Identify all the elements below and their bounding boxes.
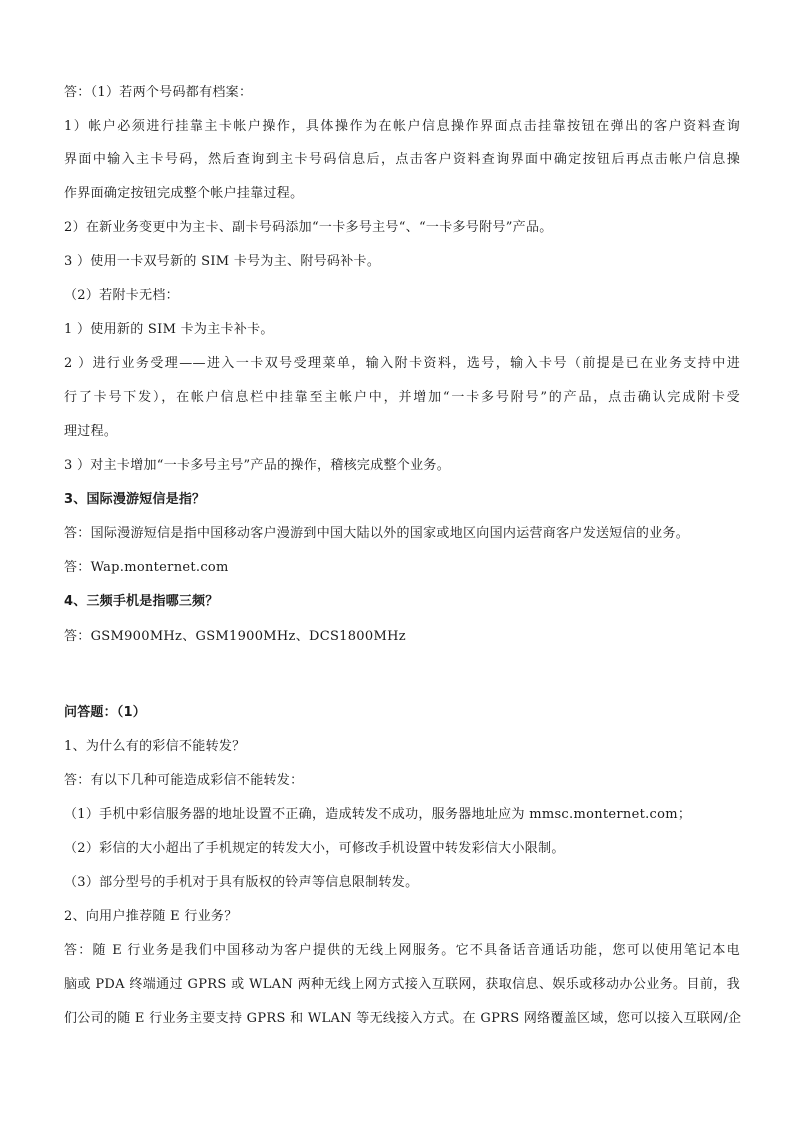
question-line: 1、为什么有的彩信不能转发？ bbox=[64, 739, 246, 754]
answer-line: （3）部分型号的手机对于具有版权的铃声等信息限制转发。 bbox=[64, 875, 419, 890]
paragraph-line: 行了卡号下发），在帐户信息栏中挂靠至主帐户中，并增加“一卡多号附号”的产品，点击确认完成附卡受 bbox=[64, 390, 740, 405]
paragraph-line: 作界面确定按钮完成整个帐户挂靠过程。 bbox=[64, 186, 304, 201]
answer-line: 们公司的随 E 行业务主要支持 GPRS 和 WLAN 等无线接入方式。在 GPRS 网络覆盖区域，您可以接入互联网/企 bbox=[64, 1011, 742, 1026]
question-heading: 3、国际漫游短信是指？ bbox=[64, 492, 206, 507]
paragraph-line: 3 ）使用一卡双号新的 SIM 卡号为主、附号码补卡。 bbox=[64, 254, 381, 269]
answer-line: 答：随 E 行业务是我们中国移动为客户提供的无线上网服务。它不具备话音通话功能，您可以使用笔记本电 bbox=[64, 943, 740, 958]
answer-line: 脑或 PDA 终端通过 GPRS 或 WLAN 两种无线上网方式接入互联网，获取信息、娱乐或移动办公业务。目前，我 bbox=[64, 977, 740, 992]
sub-heading: （2）若附卡无档： bbox=[64, 288, 179, 303]
question-heading: 4、三频手机是指哪三频？ bbox=[64, 594, 219, 609]
answer-line: 答：有以下几种可能造成彩信不能转发： bbox=[64, 773, 304, 788]
section-heading: 问答题：（1） bbox=[64, 705, 146, 720]
paragraph-line: 1 ）使用新的 SIM 卡为主卡补卡。 bbox=[64, 322, 274, 337]
answer-line: 答：GSM900MHz、GSM1900MHz、DCS1800MHz bbox=[64, 629, 406, 644]
answer-line: 答：Wap.monternet.com bbox=[64, 560, 229, 575]
answer-line: （1）手机中彩信服务器的地址设置不正确，造成转发不成功，服务器地址应为 mmsc.monternet.com； bbox=[64, 807, 692, 822]
paragraph-line: 3 ）对主卡增加“一卡多号主号”产品的操作，稽核完成整个业务。 bbox=[64, 458, 450, 473]
paragraph-line: 1）帐户必须进行挂靠主卡帐户操作，具体操作为在帐户信息操作界面点击挂靠按钮在弹出的客户资料查询 bbox=[64, 119, 740, 134]
question-line: 2、向用户推荐随 E 行业务？ bbox=[64, 909, 238, 924]
answer-line: （2）彩信的大小超出了手机规定的转发大小，可修改手机设置中转发彩信大小限制。 bbox=[64, 841, 565, 856]
paragraph-line: 2）在新业务变更中为主卡、副卡号码添加“一卡多号主号“、“一卡多号附号”产品。 bbox=[64, 220, 553, 235]
answer-line: 答：国际漫游短信是指中国移动客户漫游到中国大陆以外的国家或地区向国内运营商客户发送短信的业务。 bbox=[64, 526, 690, 541]
paragraph-line: 界面中输入主卡号码，然后查询到主卡号码信息后，点击客户资料查询界面中确定按钮后再点击帐户信息操 bbox=[64, 152, 740, 167]
answer-heading: 答：（1）若两个号码都有档案： bbox=[64, 85, 253, 100]
paragraph-line: 2 ）进行业务受理——进入一卡双号受理菜单，输入附卡资料，选号，输入卡号（前提是已在业务支持中进 bbox=[64, 356, 740, 371]
paragraph-line: 理过程。 bbox=[64, 424, 118, 439]
